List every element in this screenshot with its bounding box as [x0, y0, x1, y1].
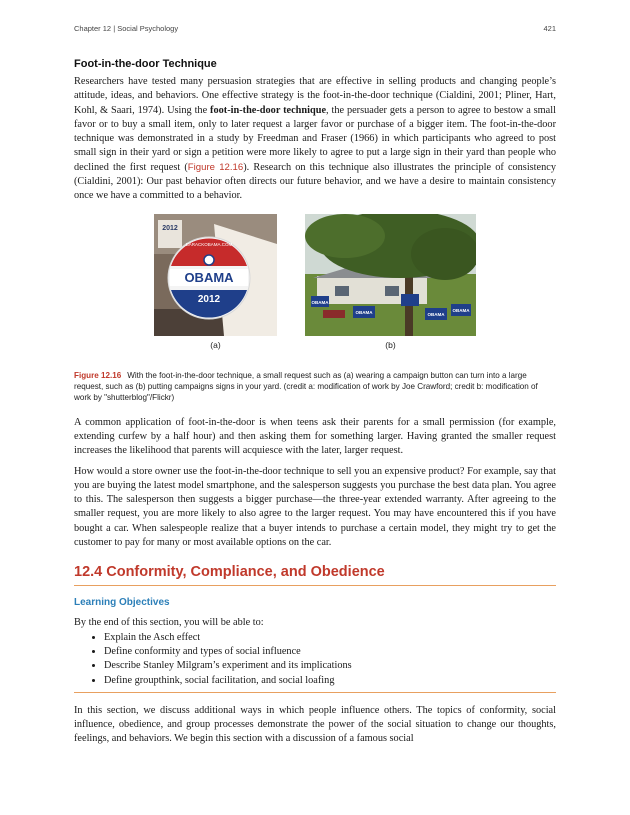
figure-caption [74, 370, 556, 403]
sign-text-3: OBAMA [427, 311, 445, 317]
campaign-button-photo [154, 214, 277, 336]
text-run: ). Research on this technique also illustrates the principle of consistency (Cialdini, 2001): Our past behavior often directs our future behavior, and we have a desire to maintain consistency once we have a committed to a behavior. [74, 161, 556, 202]
paragraph-teens: A common application of foot-in-the-door is when teens ask their parents for a small permission (for example, extending curfew by a half hour) and then asking them for something larger. Having granted the smaller request increases the likelihood that parents will acquiesce with the later, larger request. [74, 416, 556, 457]
campaign-button-illustration [154, 214, 277, 336]
badge-word: OBAMA [184, 269, 234, 285]
section-heading: 12.4 Conformity, Compliance, and Obedience [74, 564, 556, 586]
figure-number: Figure 12.16 [74, 370, 122, 380]
objectives-intro: By the end of this section, you will be able to: [74, 617, 264, 629]
sign-text-1: OBAMA [311, 299, 329, 305]
yard-signs-photo [305, 214, 476, 336]
caption-text: With the foot-in-the-door technique, a small request such as (a) wearing a campaign button can turn into a large request, such as (b) putting campaigns signs in your yard. (credit a: modification of work by Joe Crawford; credit b: modification of work by "shutterblog"/Flickr) [74, 370, 538, 402]
badge-year: 2012 [197, 293, 221, 305]
page-number: 421 [543, 24, 556, 33]
content [74, 58, 556, 753]
objectives-divider [74, 692, 556, 693]
list-item: • Explain the Asch effect [104, 631, 556, 645]
figure-label-a: (a) [210, 339, 221, 350]
yard-signs-illustration [305, 214, 476, 336]
learning-objectives-heading: Learning Objectives [74, 597, 170, 609]
figure-label-b: (b) [385, 339, 396, 350]
subsection-heading: Foot-in-the-door Technique [74, 58, 217, 70]
objectives-list [74, 631, 556, 688]
text-run: , the persuader gets a person to agree to bestow a small favor or to buy a small item, only to later request a larger favor or purchase of a bigger item. The foot-in-the-door technique was demonstrated in a study by Freedman and Fraser (1966) in which participants who agreed to post small sign in their yard or sign a petition were more likely to agree to put a large sign in their yard than people who declined the first request ( [74, 104, 556, 173]
list-item: • Define conformity and types of social influence [104, 645, 556, 659]
chapter-title: Chapter 12 | Social Psychology [74, 24, 179, 33]
figure-12-16 [74, 214, 556, 370]
text-run: Researchers have tested many persuasion strategies that are effective in selling products and changing people’s attitude, ideas, and behaviors. One effective strategy is the foot-in-the-door technique (Cialdini, 2001; Pliner, Hart, Kohl, & Saari, 1974). Using the [74, 76, 556, 116]
key-term: foot-in-the-door technique [210, 104, 327, 116]
sticker-year: 2012 [162, 224, 178, 232]
sign-text-2: OBAMA [355, 309, 373, 315]
running-head [74, 24, 556, 36]
paragraph-section-intro: In this section, we discuss additional ways in which people influence others. The topics of conformity, social influence, obedience, and group processes demonstrate the power of the social situation to change our thoughts, feelings, and behaviors. We begin this section with a discussion of a famous social [74, 704, 556, 745]
figure-link[interactable]: Figure 12.16 [187, 161, 244, 173]
sign-text-4: OBAMA [452, 307, 470, 313]
list-item: • Describe Stanley Milgram’s experiment and its implications [104, 659, 556, 673]
paragraph-foot-in-door [74, 75, 556, 204]
paragraph-store-owner: How would a store owner use the foot-in-the-door technique to sell you an expensive product? For example, say that you are buying the latest model smartphone, and the salesperson suggests you purchase the best data plan. You agree to this. The salesperson then suggests a bigger purchase—the three-year extended warranty. After agreeing to the smaller request, you are more likely to also agree to the larger request. You may have encountered this if you have bought a car. When salespeople realize that a buyer intends to purchase a certain model, they might try to get the customer to pay for many or most available options on the car. [74, 465, 556, 549]
badge-url: BARACKOBAMA.COM [185, 241, 233, 247]
list-item: • Define groupthink, social facilitation, and social loafing [104, 674, 556, 688]
